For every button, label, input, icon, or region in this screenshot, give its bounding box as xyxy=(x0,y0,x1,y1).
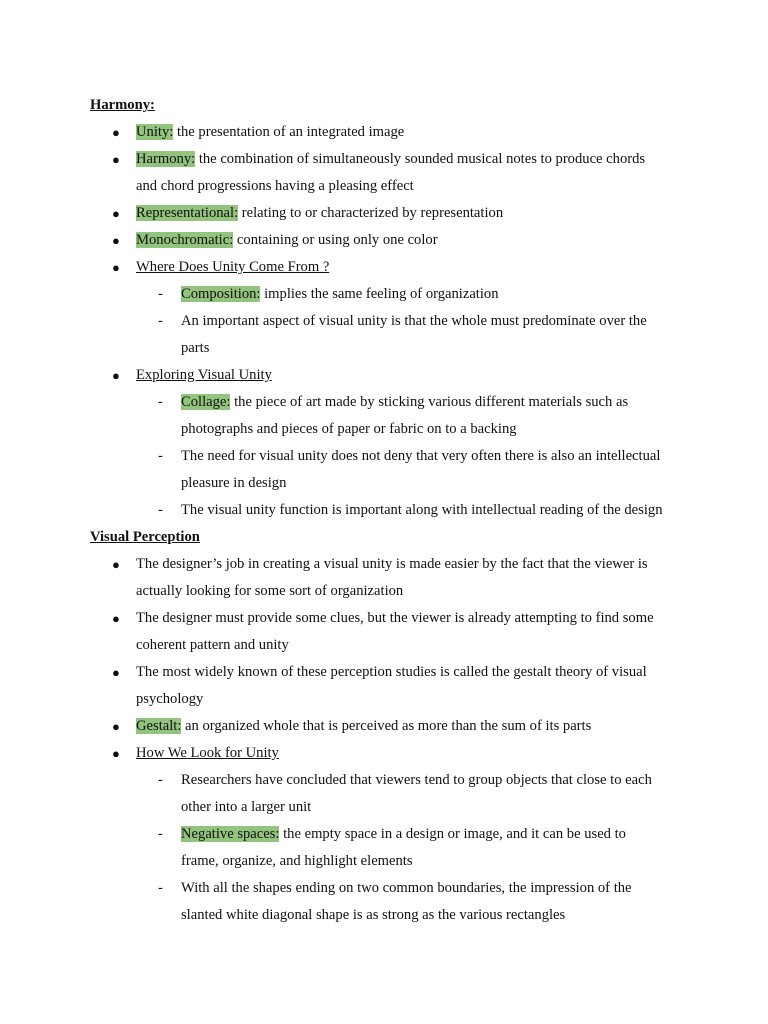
list-item xyxy=(90,119,768,146)
sub-list-item-continuation: pleasure in design xyxy=(181,475,287,491)
item-text: The designer’s job in creating a visual unity is made easier by the fact that the viewer is xyxy=(136,556,648,572)
sub-list-item-continuation: parts xyxy=(181,340,210,356)
list-item xyxy=(90,659,768,686)
item-text: The visual unity function is important along with intellectual reading of the design xyxy=(181,502,663,518)
bullet-icon: ● xyxy=(112,125,120,140)
sub-list-item xyxy=(90,767,768,794)
item-text: The most widely known of these perception studies is called the gestalt theory of visual xyxy=(136,664,647,680)
dash-icon: - xyxy=(158,880,163,896)
list-item-continuation: actually looking for some sort of organization xyxy=(136,583,404,599)
list-item xyxy=(90,146,768,173)
list-item xyxy=(90,713,768,740)
definition-text: the presentation of an integrated image xyxy=(173,124,405,140)
term-highlight: Gestalt: xyxy=(136,718,182,734)
term-highlight: Monochromatic: xyxy=(136,232,234,248)
bullet-icon: ● xyxy=(112,152,120,167)
item-text: Researchers have concluded that viewers tend to group objects that close to each xyxy=(181,772,652,788)
list-item-continuation: coherent pattern and unity xyxy=(136,637,289,653)
term-highlight: Representational: xyxy=(136,205,239,221)
item-text: The need for visual unity does not deny that very often there is also an intellectual xyxy=(181,448,661,464)
subheading: How We Look for Unity xyxy=(136,745,279,761)
dash-icon: - xyxy=(158,286,163,302)
item-text: An important aspect of visual unity is that the whole must predominate over the xyxy=(181,313,647,329)
item-text: With all the shapes ending on two common boundaries, the impression of the xyxy=(181,880,632,896)
list-item xyxy=(90,254,768,281)
bullet-icon: ● xyxy=(112,233,120,248)
term-highlight: Harmony: xyxy=(136,151,196,167)
sub-list-item xyxy=(90,821,768,848)
bullet-icon: ● xyxy=(112,746,120,761)
bullet-icon: ● xyxy=(112,260,120,275)
bullet-icon: ● xyxy=(112,719,120,734)
item-text: The designer must provide some clues, but the viewer is already attempting to find some xyxy=(136,610,654,626)
list-item xyxy=(90,227,768,254)
bullet-icon: ● xyxy=(112,665,120,680)
dash-icon: - xyxy=(158,394,163,410)
sub-list-item xyxy=(90,443,768,470)
list-item xyxy=(90,740,768,767)
sub-list-item-continuation: photographs and pieces of paper or fabric on to a backing xyxy=(181,421,517,437)
bullet-icon: ● xyxy=(112,611,120,626)
sub-list-item-continuation: other into a larger unit xyxy=(181,799,312,815)
bullet-icon: ● xyxy=(112,557,120,572)
list-item xyxy=(90,551,768,578)
term-highlight: Unity: xyxy=(136,124,174,140)
definition-text: relating to or characterized by representation xyxy=(238,205,504,221)
sub-list-item xyxy=(90,497,768,524)
list-item xyxy=(90,362,768,389)
dash-icon: - xyxy=(158,448,163,464)
definition-text: implies the same feeling of organization xyxy=(260,286,499,302)
sub-list-item-continuation: frame, organize, and highlight elements xyxy=(181,853,413,869)
dash-icon: - xyxy=(158,826,163,842)
section-title-harmony: Harmony: xyxy=(90,97,155,113)
definition-text: the empty space in a design or image, and it can be used to xyxy=(279,826,626,842)
list-item-continuation: psychology xyxy=(136,691,204,707)
definition-text: the combination of simultaneously sounded musical notes to produce chords xyxy=(195,151,646,167)
list-item xyxy=(90,200,768,227)
subheading: Where Does Unity Come From ? xyxy=(136,259,330,275)
dash-icon: - xyxy=(158,502,163,518)
list-item xyxy=(90,605,768,632)
subheading: Exploring Visual Unity xyxy=(136,367,272,383)
term-highlight: Negative spaces: xyxy=(181,826,280,842)
sub-list-item xyxy=(90,875,768,902)
dash-icon: - xyxy=(158,772,163,788)
sub-list-item xyxy=(90,281,768,308)
definition-text: containing or using only one color xyxy=(233,232,438,248)
section-title-visual-perception: Visual Perception xyxy=(90,529,200,545)
bullet-icon: ● xyxy=(112,368,120,383)
sub-list-item-continuation: slanted white diagonal shape is as strong as the various rectangles xyxy=(181,907,566,923)
term-highlight: Collage: xyxy=(181,394,231,410)
definition-text: an organized whole that is perceived as more than the sum of its parts xyxy=(181,718,592,734)
list-item-continuation: and chord progressions having a pleasing effect xyxy=(136,178,414,194)
term-highlight: Composition: xyxy=(181,286,261,302)
definition-text: the piece of art made by sticking various different materials such as xyxy=(230,394,629,410)
dash-icon: - xyxy=(158,313,163,329)
bullet-icon: ● xyxy=(112,206,120,221)
sub-list-item xyxy=(90,308,768,335)
sub-list-item xyxy=(90,389,768,416)
